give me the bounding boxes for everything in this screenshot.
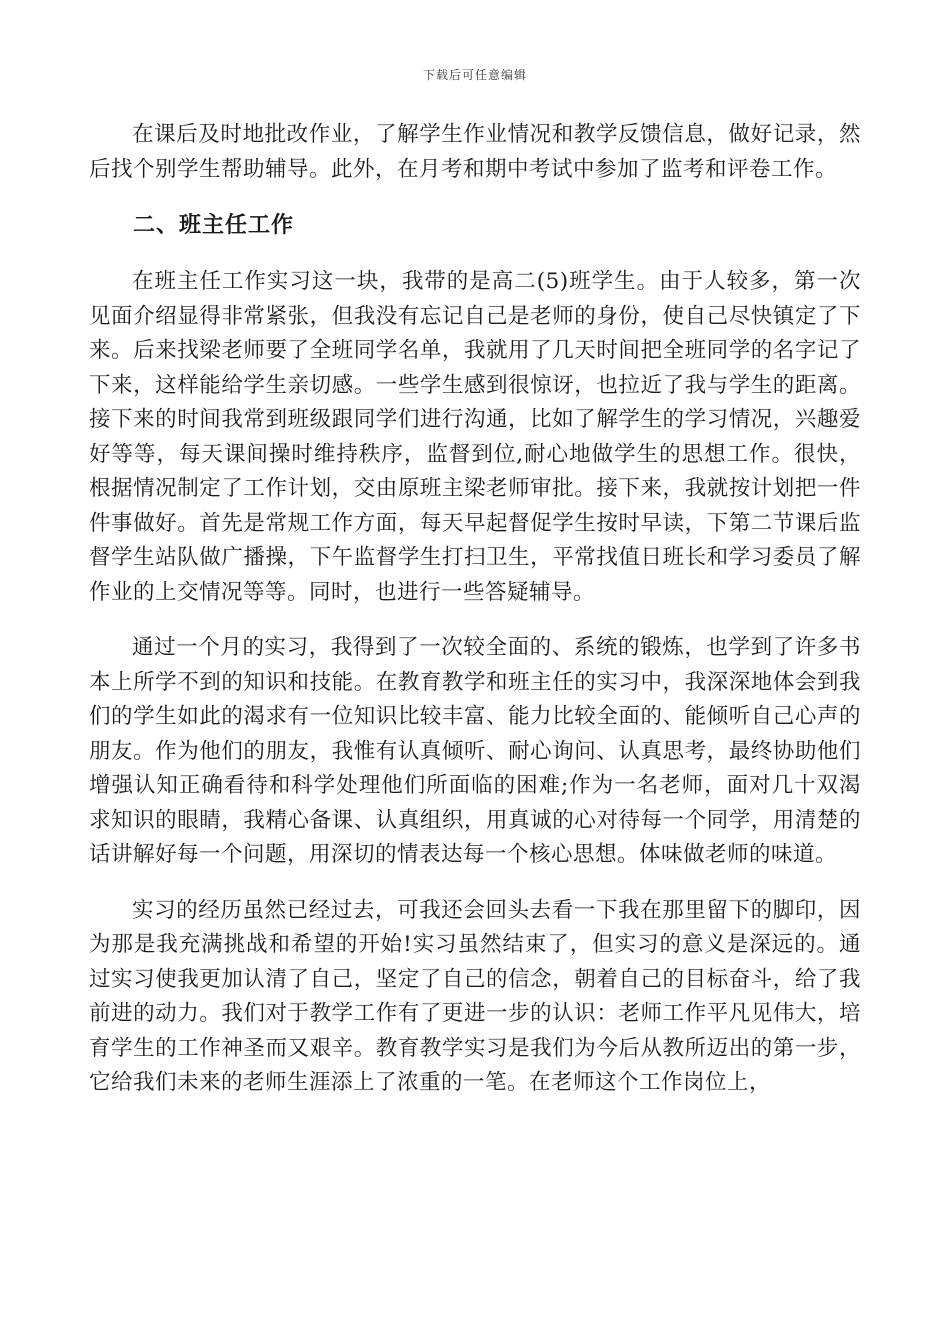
document-body [89,118,861,1101]
paragraph-class-teacher-work: 在班主任工作实习这一块，我带的是高二(5)班学生。由于人较多，第一次见面介绍显得非常紧张，但我没有忘记自己是老师的身份，使自己尽快镇定了下来。后来找梁老师要了全班同学名单，我就用了几天时间把全班同学的名字记了下来，这样能给学生亲切感。一些学生感到很惊讶，也拉近了我与学生的距离。接下来的时间我常到班级跟同学们进行沟通，比如了解学生的学习情况，兴趣爱好等等，每天课间操时维持秩序，监督到位,耐心地做学生的思想工作。很快，根据情况制定了工作计划，交由原班主梁老师审批。接下来，我就按计划把一件件事做好。首先是常规工作方面，每天早起督促学生按时早读，下第二节课后监督学生站队做广播操，下午监督学生打扫卫生，平常找值日班长和学习委员了解作业的上交情况等等。同时，也进行一些答疑辅导。 [89,269,861,605]
section-heading-class-teacher: 二、班主任工作 [133,213,295,238]
paragraph-homework: 在课后及时地批改作业，了解学生作业情况和教学反馈信息，做好记录，然后找个别学生帮助辅导。此外，在月考和期中考试中参加了监考和评卷工作。 [89,122,861,182]
paragraph-internship-conclusion: 实习的经历虽然已经过去，可我还会回头去看一下我在那里留下的脚印，因为那是我充满挑战和希望的开始!实习虽然结束了，但实习的意义是深远的。通过实习使我更加认清了自己，坚定了自己的信念，朝着自己的目标奋斗，给了我前进的动力。我们对于教学工作有了更进一步的认识：老师工作平凡见伟大，培育学生的工作神圣而又艰辛。教育教学实习是我们为今后从教所迈出的第一步，它给我们未来的老师生涯添上了浓重的一笔。在老师这个工作岗位上， [89,897,861,1095]
page-header: 下载后可任意编辑 [422,68,527,82]
paragraph-internship-reflection: 通过一个月的实习，我得到了一次较全面的、系统的锻炼，也学到了许多书本上所学不到的知识和技能。在教育教学和班主任的实习中，我深深地体会到我们的学生如此的渴求有一位知识比较丰富、能力比较全面的、能倾听自己心声的朋友。作为他们的朋友，我惟有认真倾听、耐心询问、认真思考，最终协助他们增强认知正确看待和科学处理他们所面临的困难;作为一名老师，面对几十双渴求知识的眼睛，我精心备课、认真组织，用真诚的心对待每一个同学，用清楚的话讲解好每一个问题，用深切的情表达每一个核心思想。体味做老师的味道。 [89,635,861,867]
